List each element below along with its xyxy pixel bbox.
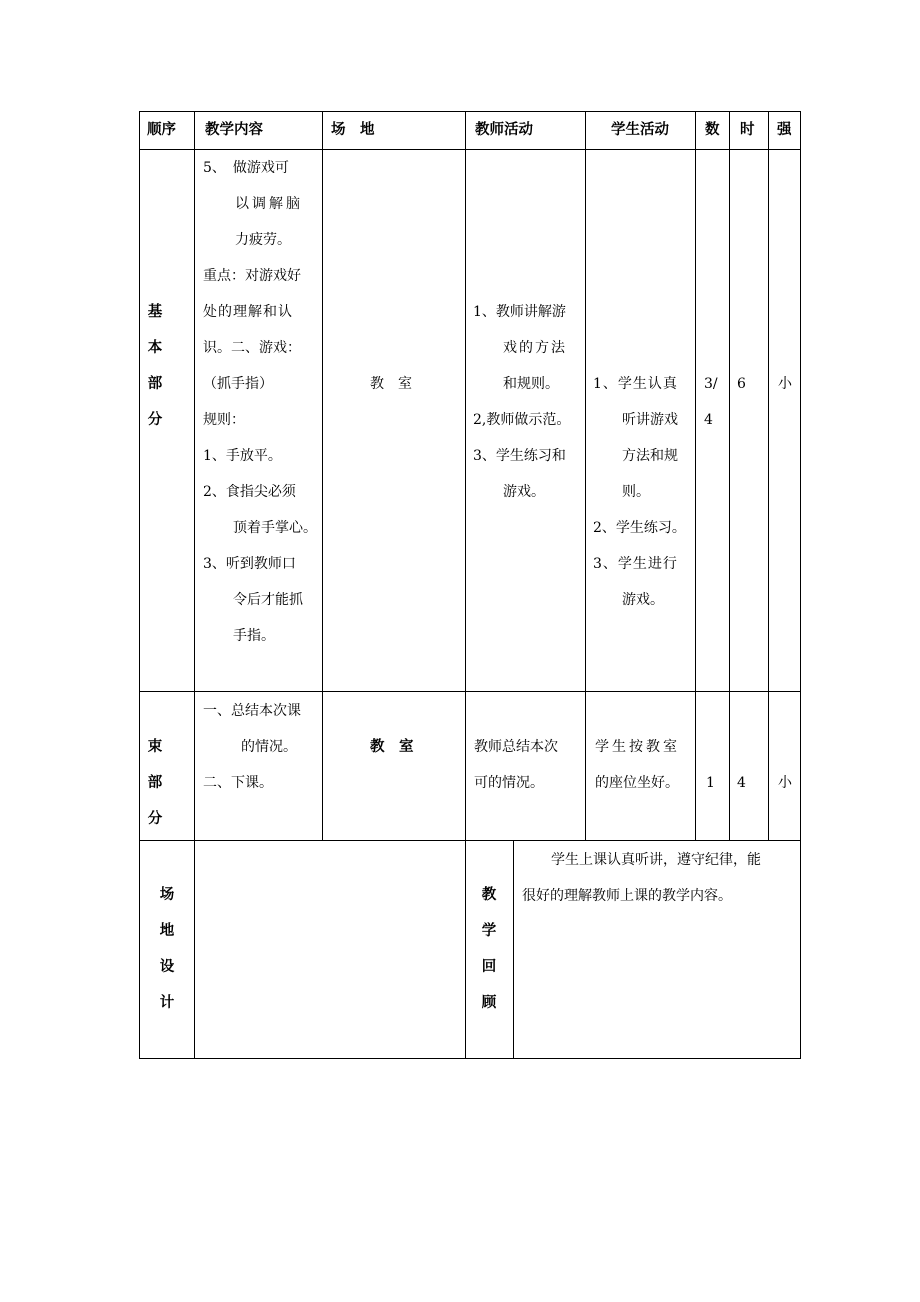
content-line: 识。二、游戏： [203,340,301,356]
student-line: 听讲游戏 [622,412,678,428]
content-line: 手指。 [233,628,275,644]
content-line: 5、 做游戏可 [203,160,289,176]
lesson-plan-table [139,111,801,1059]
row-divider-basic [139,691,801,692]
end-student-line: 的座位坐好。 [595,775,679,791]
table-border-bottom [139,1058,801,1059]
table-border-left [139,111,140,1059]
content-line: 规则： [203,412,245,428]
label-char: 教 [481,887,497,903]
content-line: 令后才能抓 [233,592,303,608]
content-line: 力疲劳。 [235,232,291,248]
header-time: 时 [740,122,755,138]
content-line: 2、食指尖必须 [203,484,296,500]
review-text-line: 学生上课认真听讲，遵守纪律，能 [551,852,761,868]
basic-venue: 教 室 [370,376,412,392]
label-char: 顾 [481,995,497,1011]
row-divider-end [139,840,801,841]
header-content: 教学内容 [205,122,263,138]
content-line: 重点：对游戏好 [203,268,301,284]
table-border-right [800,111,801,1059]
end-section-label [143,729,167,837]
end-teacher-line: 可的情况。 [474,775,544,791]
basic-intensity: 小 [778,376,792,392]
teacher-line: 戏的方法 [503,340,567,356]
teacher-line: 1、教师讲解游 [473,304,566,320]
content-line: 3、听到教师口 [203,556,296,572]
label-char: 学 [481,923,497,939]
student-line: 2、学生练习。 [593,520,686,536]
header-teacher: 教师活动 [475,122,533,138]
end-venue: 教 室 [370,739,414,755]
label-char: 基 [147,304,163,320]
student-line: 游戏。 [622,592,664,608]
student-line: 则。 [622,484,650,500]
basic-count: 3/ [704,376,718,392]
end-student-line: 学生按教室 [595,739,680,755]
end-content-line: 一、总结本次课 [203,703,301,719]
label-char: 回 [481,959,497,975]
end-count: 1 [706,775,715,791]
end-teacher-line: 教师总结本次 [474,739,558,755]
teacher-line: 3、学生练习和 [473,448,566,464]
label-char: 分 [147,412,163,428]
label-char: 设 [159,959,175,975]
col-divider-1 [194,111,195,1059]
teacher-line: 2,教师做示范。 [473,412,571,428]
col-divider-2 [322,111,323,840]
header-intensity: 强 [777,122,792,138]
footer-divider [513,840,514,1059]
col-divider-5 [695,111,696,840]
label-char: 束 [147,739,163,755]
header-student: 学生活动 [611,122,669,138]
site-design-label [155,877,179,1021]
content-line: 以调解脑 [235,196,303,212]
content-line: 处的理解和认 [203,304,293,320]
header-venue: 场 地 [331,122,375,138]
basic-section-label [143,294,167,438]
basic-count: 4 [704,412,713,428]
content-line: 1、手放平。 [203,448,282,464]
end-content-line: 的情况。 [241,739,297,755]
student-line: 1、学生认真 [593,376,678,392]
teacher-line: 游戏。 [503,484,545,500]
student-line: 3、学生进行 [593,556,678,572]
header-count: 数 [705,122,720,138]
end-time: 4 [737,775,746,791]
teacher-line: 和规则。 [503,376,559,392]
student-line: 方法和规 [622,448,678,464]
label-char: 分 [147,811,163,827]
label-char: 部 [147,775,163,791]
col-divider-6 [729,111,730,840]
teaching-review-label [477,877,501,1021]
basic-time: 6 [737,376,746,392]
end-intensity: 小 [778,775,792,791]
header-order: 顺序 [147,122,176,138]
content-line: （抓手指） [203,376,273,392]
col-divider-3 [465,111,466,1059]
label-char: 部 [147,376,163,392]
label-char: 场 [159,887,175,903]
label-char: 计 [159,995,175,1011]
review-text-line: 很好的理解教师上课的教学内容。 [522,888,732,904]
end-content-line: 二、下课。 [203,775,273,791]
content-line: 顶着手掌心。 [233,520,317,536]
col-divider-7 [768,111,769,840]
label-char: 本 [147,340,163,356]
col-divider-4 [585,111,586,840]
label-char: 地 [159,923,175,939]
